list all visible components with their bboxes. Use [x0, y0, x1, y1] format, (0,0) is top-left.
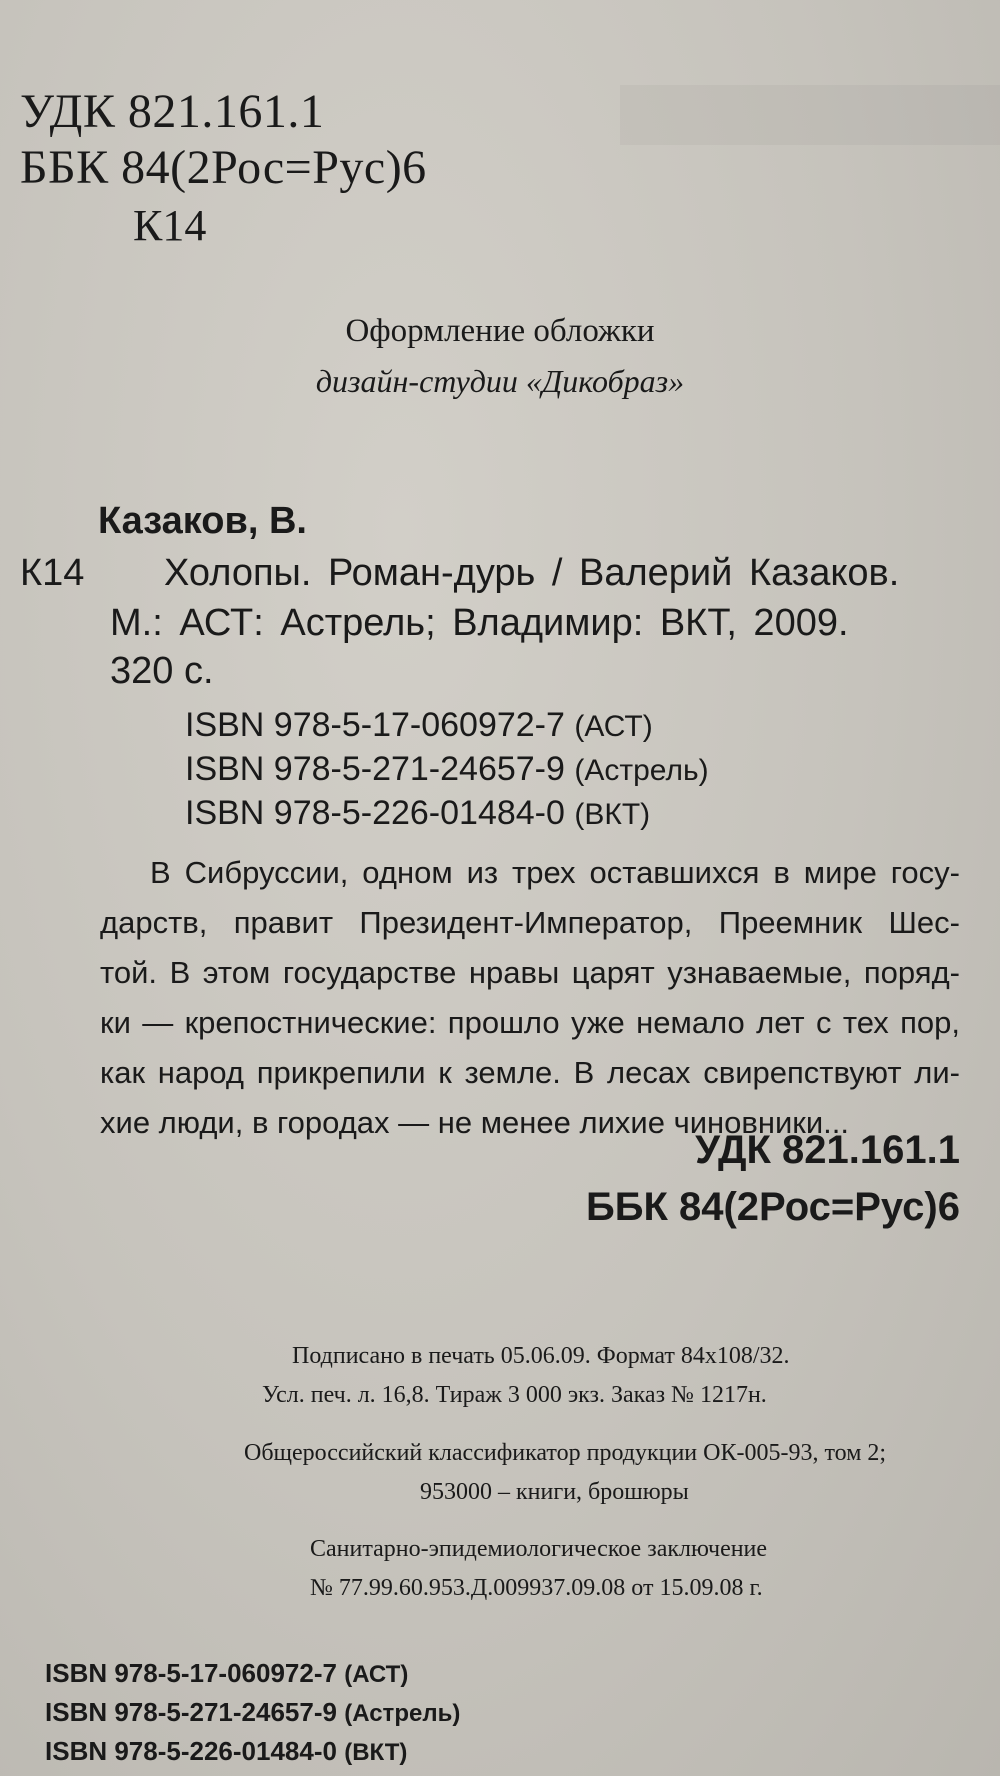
annotation-line: как народ прикрепили к земле. В лесах свирепствуют ли-: [100, 1055, 960, 1090]
isbn-entry-bottom: [45, 1697, 460, 1728]
udk-code-right: УДК 821.161.1: [695, 1128, 960, 1172]
imprint-line: 953000 – книги, брошюры: [420, 1479, 689, 1505]
udk-code-top: УДК 821.161.1: [20, 85, 325, 138]
isbn-entry-bottom: [45, 1736, 407, 1767]
cover-design-label: Оформление обложки: [345, 313, 655, 349]
book-title-line: Холопы. Роман-дурь / Валерий Казаков.: [164, 552, 900, 594]
imprint-line: Санитарно-эпидемиологическое заключение: [310, 1536, 768, 1562]
imprint-line: Усл. печ. л. 16,8. Тираж 3 000 экз. Заказ № 1217н.: [262, 1382, 767, 1408]
isbn-entry: [185, 794, 650, 833]
isbn-number: ISBN 978-5-271-24657-9: [45, 1697, 337, 1727]
isbn-publisher: (ВКТ): [344, 1739, 408, 1766]
annotation-line: ки — крепостнические: прошло уже немало лет с тех пор,: [100, 1005, 960, 1040]
isbn-entry-bottom: [45, 1658, 408, 1689]
isbn-publisher: (Астрель): [574, 754, 709, 787]
imprint-line: Общероссийский классификатор продукции ОК-005-93, том 2;: [244, 1440, 887, 1466]
isbn-entry: [185, 706, 653, 745]
author-mark-top: К14: [133, 201, 207, 250]
annotation-line: В Сибруссии, одном из трех оставшихся в мире госу-: [150, 855, 960, 890]
isbn-number: ISBN 978-5-226-01484-0: [45, 1736, 337, 1766]
bbk-code-top: ББК 84(2Рос=Рус)6: [20, 141, 427, 194]
publisher-line: М.: АСТ: Астрель; Владимир: ВКТ, 2009.: [110, 602, 849, 644]
imprint-line: № 77.99.60.953.Д.009937.09.08 от 15.09.08 г.: [310, 1575, 763, 1601]
isbn-number: ISBN 978-5-271-24657-9: [185, 750, 565, 788]
bbk-code-right: ББК 84(2Рос=Рус)6: [585, 1185, 960, 1229]
isbn-number: ISBN 978-5-17-060972-7: [45, 1658, 337, 1688]
isbn-publisher: (Астрель): [344, 1700, 461, 1727]
imprint-line: Подписано в печать 05.06.09. Формат 84x108/32.: [292, 1343, 790, 1369]
isbn-number: ISBN 978-5-226-01484-0: [185, 794, 565, 832]
isbn-number: ISBN 978-5-17-060972-7: [185, 706, 565, 744]
isbn-publisher: (АСТ): [344, 1661, 409, 1688]
page-count: 320 с.: [110, 650, 214, 692]
annotation-line: хие люди, в городах — не менее лихие чиновники...: [100, 1105, 850, 1140]
isbn-publisher: (АСТ): [574, 710, 653, 743]
author-heading: Казаков, В.: [98, 500, 307, 542]
annotation-line: той. В этом государстве нравы царят узнаваемые, поряд-: [100, 955, 960, 990]
annotation-line: дарств, правит Президент-Император, Преемник Шес-: [100, 905, 960, 940]
isbn-publisher: (ВКТ): [574, 798, 651, 831]
annotation-paragraph: [100, 848, 960, 1148]
author-mark: К14: [20, 552, 85, 594]
isbn-entry: [185, 750, 709, 789]
cover-design-studio: дизайн-студии «Дикобраз»: [315, 363, 685, 399]
show-through-texture: [620, 85, 1000, 145]
